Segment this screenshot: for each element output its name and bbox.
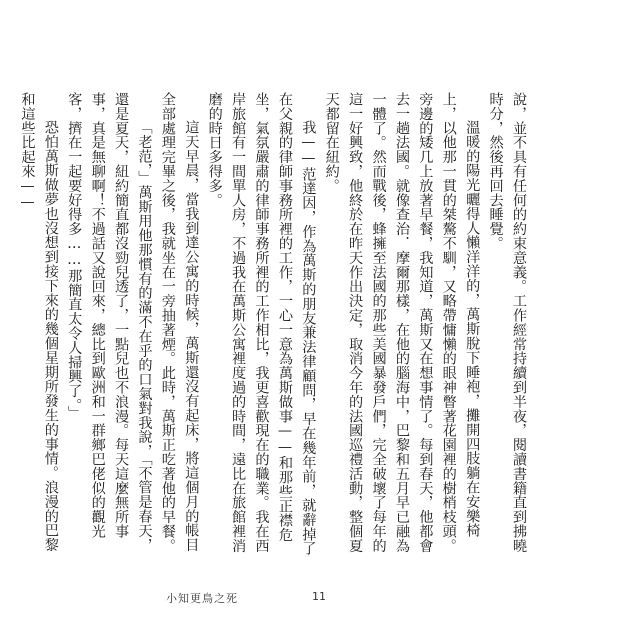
paragraph-3: 我——范達因，作為萬斯的朋友兼法律顧問，早在幾年前，就辭掉了在父親的律師事務所裡的工作，一心一意為萬斯做事——和那些正襟危坐，氣氛嚴肅的律師事務所裡的工作相比，我更喜歡現在的職業。我在西岸旅館有一間單人房，不過我在萬斯公寓裡度過的時間，遠比在旅館裡消磨的時日多得多。 xyxy=(206,92,317,556)
paragraph-2: 溫暖的陽光曬得人懶洋洋的，萬斯脫下睡袍，攤開四肢躺在安樂椅上，以他那一貫的桀驁不馴，又略帶慵懶的眼神瞥著花園裡的樹梢枝頭。旁邊的矮几上放著早餐，我知道，萬斯又在想事情了。每到春天，他都會去一趟法國。就像查治．摩爾那樣，在他的腦海中，巴黎和五月早已融為一體了。然而戰後，蜂擁至法國的那些美國暴發戶們，完全破壞了每年的這一好興致，他終於在昨天作出決定，取消今年的法國巡禮活動，整個夏天都留在紐約。 xyxy=(323,92,481,553)
paragraph-5: 「老范，」萬斯用他那慣有的滿不在乎的口氣對我說，「不管是春天，還是夏天，紐約簡直都沒勁兒透了，一點兒也不浪漫。每天這麼無所事事，真是無聊啊！不過話又說回來，總比到歐洲和一群鄉巴佬似的觀光客，擠在一起要好得多……那簡直太令人掃興了。」 xyxy=(66,92,153,553)
paragraph-4: 這天早晨，當我到達公寓的時候，萬斯還沒有起床，將這個月的帳目全部處理完畢之後，我就坐在一旁抽著煙。此時，萬斯正吃著他的早餐。 xyxy=(159,92,200,553)
page-number: 11 xyxy=(312,590,326,603)
running-footer-book-title: 小知更鳥之死 xyxy=(166,592,238,605)
paragraph-6: 恐怕萬斯做夢也沒想到接下來的幾個星期所發生的事情。浪漫的巴黎和這些比起來—— xyxy=(19,92,59,553)
paragraph-1: 說，並不具有任何的約束意義。工作經常持續到半夜，閱讀書籍直到拂曉時分，然後再回去睡覺。 xyxy=(487,92,527,553)
vertical-text-body xyxy=(19,92,530,560)
